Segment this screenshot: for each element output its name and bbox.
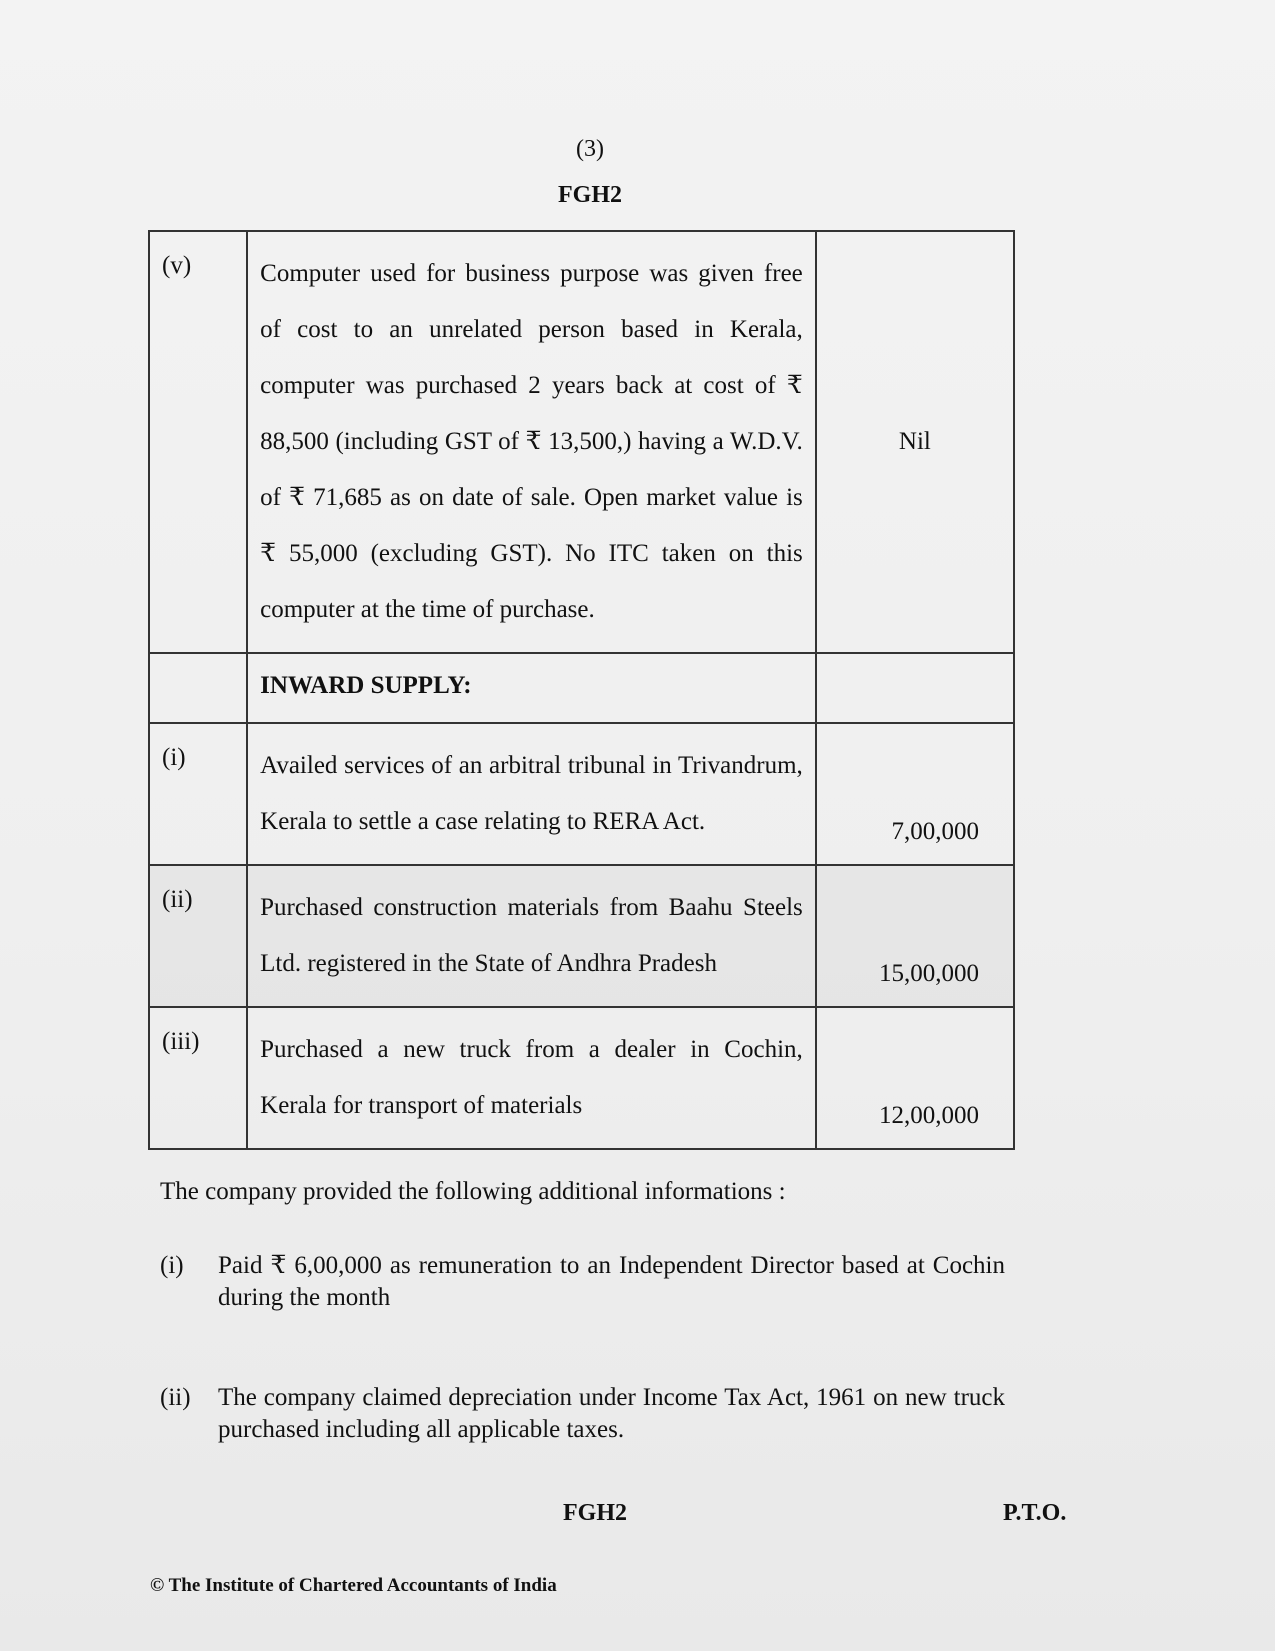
row-number-empty (149, 653, 247, 723)
additional-info-item (160, 1382, 1005, 1446)
row-description: Computer used for business purpose was given free of cost to an unrelated person based in Kerala, computer was purchased 2 years back at cost of ₹ 88,500 (including GST of ₹ 13,500,) having a W.D.V. of ₹ 71,685 as on date of sale. Open market value is ₹ 55,000 (excluding GST). No ITC taken on this computer at the time of purchase. (247, 231, 816, 653)
item-label: (ii) (160, 1384, 191, 1411)
item-label: (i) (160, 1252, 184, 1279)
section-heading: INWARD SUPPLY: (247, 653, 816, 723)
item-text: The company claimed depreciation under Income Tax Act, 1961 on new truck purchased including all applicable taxes. (218, 1384, 1005, 1443)
table-row (149, 231, 1014, 653)
row-amount: 15,00,000 (816, 865, 1014, 1007)
row-amount-empty (816, 653, 1014, 723)
additional-info-intro: The company provided the following additional informations : (160, 1178, 786, 1205)
row-amount: 12,00,000 (816, 1007, 1014, 1149)
question-table (148, 230, 1015, 1150)
paper-code-header: FGH2 (558, 182, 622, 208)
row-number: (v) (149, 231, 247, 653)
row-number: (i) (149, 723, 247, 865)
additional-info-item (160, 1250, 1005, 1314)
page-number: (3) (576, 136, 604, 162)
paper-code-footer: FGH2 (563, 1500, 627, 1526)
row-description: Purchased a new truck from a dealer in Cochin, Kerala for transport of materials (247, 1007, 816, 1149)
table-row (149, 653, 1014, 723)
row-number: (iii) (149, 1007, 247, 1149)
item-text: Paid ₹ 6,00,000 as remuneration to an Independent Director based at Cochin during the month (218, 1252, 1005, 1311)
table-row (149, 1007, 1014, 1149)
row-amount: Nil (816, 231, 1014, 653)
row-number: (ii) (149, 865, 247, 1007)
row-description: Availed services of an arbitral tribunal in Trivandrum, Kerala to settle a case relating to RERA Act. (247, 723, 816, 865)
table-row (149, 723, 1014, 865)
pto-label: P.T.O. (1003, 1500, 1067, 1526)
row-amount: 7,00,000 (816, 723, 1014, 865)
table-row (149, 865, 1014, 1007)
copyright-notice: © The Institute of Chartered Accountants of India (150, 1575, 557, 1596)
row-description: Purchased construction materials from Baahu Steels Ltd. registered in the State of Andhra Pradesh (247, 865, 816, 1007)
